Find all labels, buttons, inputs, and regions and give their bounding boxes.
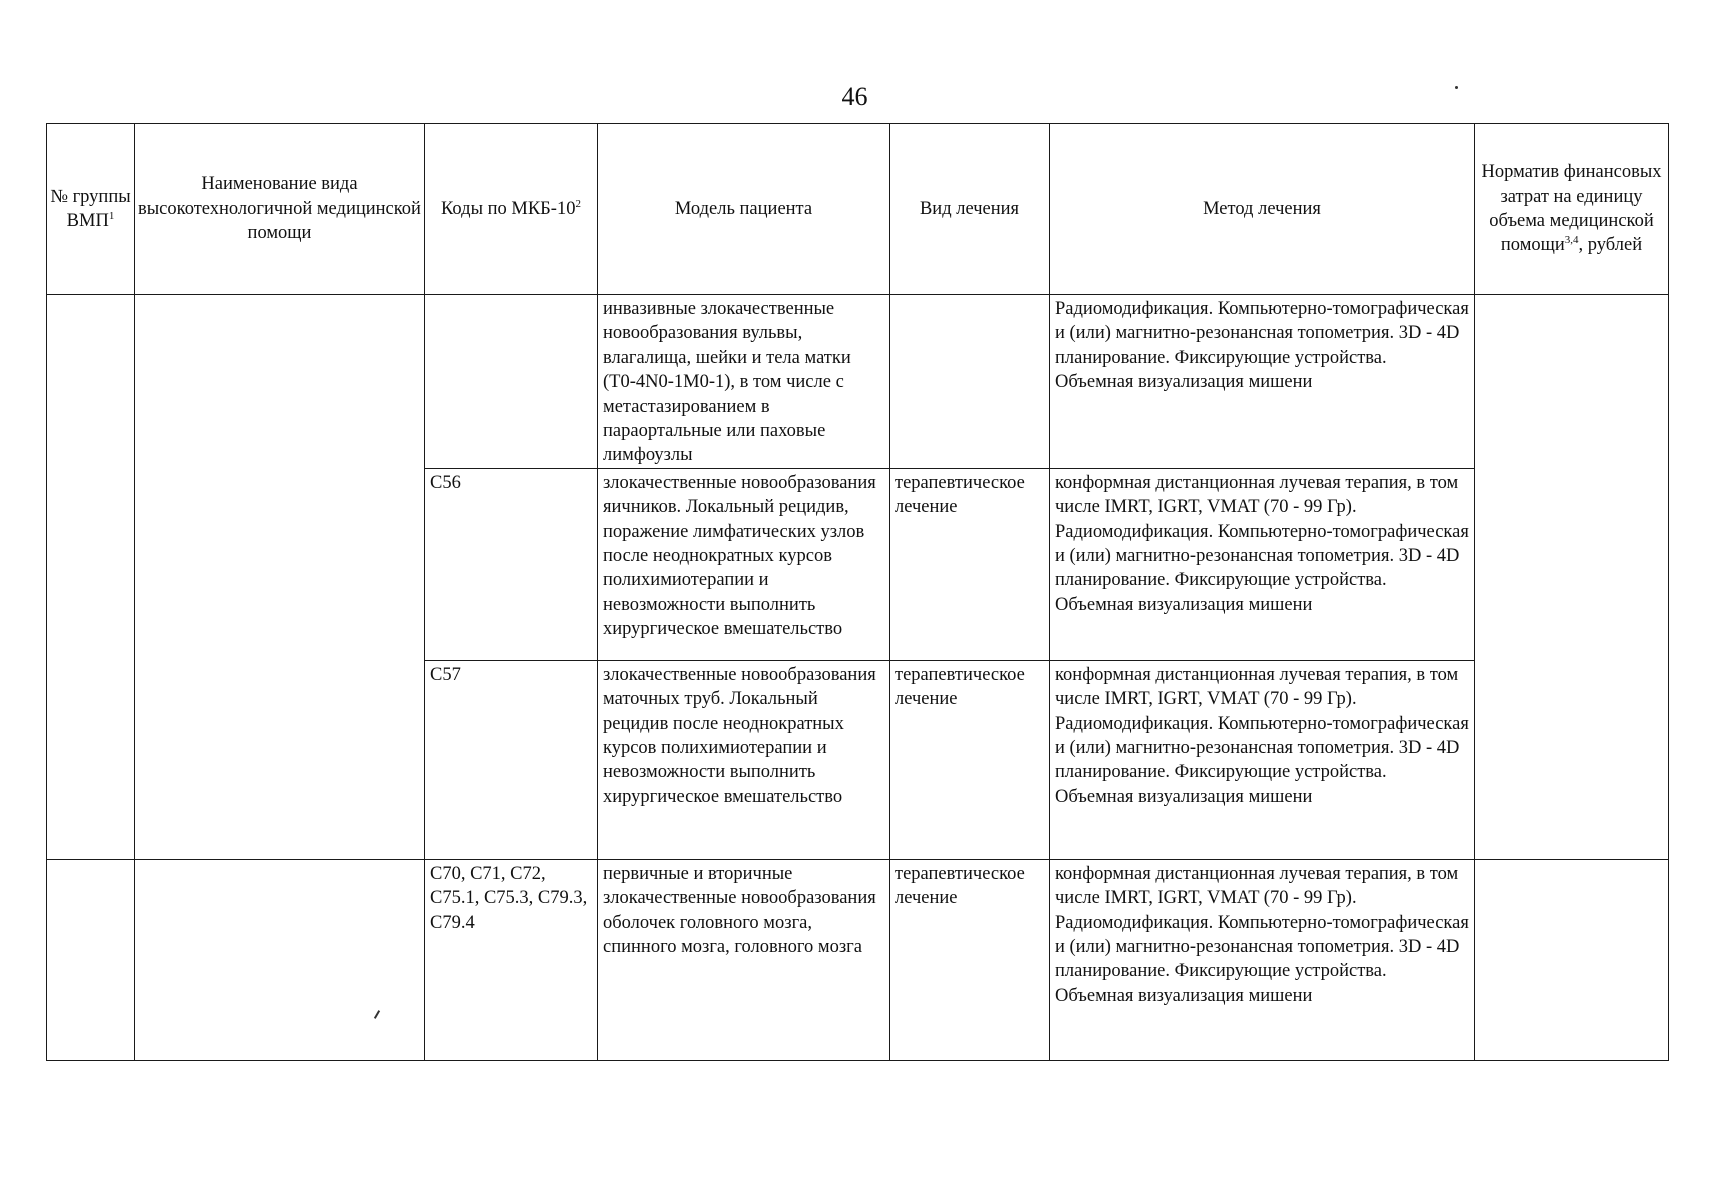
name-cell <box>135 859 425 1060</box>
group-no-cell <box>47 859 135 1060</box>
footnote-1: 1 <box>108 209 115 222</box>
header-codes-text: Коды по МКБ-10 <box>441 198 576 219</box>
header-norm-text: Норматив финансовых затрат на единицу объема медицинской помощи <box>1481 162 1662 256</box>
treatment-method-cell: конформная дистанционная лучевая терапия, в том числе IMRT, IGRT, VMAT (70 - 99 Гр). Радиомодификация. Компьютерно-томографическая и (или) магнитно-резонансная топометрия. 3D - 4D планирование. Фиксирующие устройства. Объемная визуализация мишени <box>1050 859 1475 1060</box>
patient-model-cell: злокачественные новообразования яичников. Локальный рецидив, поражение лимфатических узлов после неоднократных курсов полихимиотерапии и невозможности выполнить хирургическое вмешательство <box>598 468 890 660</box>
patient-model-cell: злокачественные новообразования маточных труб. Локальный рецидив после неоднократных курсов полихимиотерапии и невозможности выполнить хирургическое вмешательство <box>598 660 890 859</box>
norm-cell <box>1475 859 1669 1060</box>
patient-model-cell: первичные и вторичные злокачественные новообразования оболочек головного мозга, спинного мозга, головного мозга <box>598 859 890 1060</box>
codes-cell: C56 <box>425 468 598 660</box>
norm-cell <box>1475 295 1669 860</box>
treatment-type-cell <box>890 295 1050 469</box>
header-name: Наименование вида высокотехнологичной медицинской помощи <box>135 124 425 295</box>
group-no-cell <box>47 295 135 860</box>
table-row <box>47 859 1669 1060</box>
footnote-2: 2 <box>575 197 581 210</box>
header-norm <box>1475 124 1669 295</box>
header-group-no-text: № группы ВМП <box>50 186 131 231</box>
page-number: 46 <box>841 82 868 111</box>
header-codes <box>425 124 598 295</box>
header-treatment-type: Вид лечения <box>890 124 1050 295</box>
header-group-no <box>47 124 135 295</box>
vmp-table <box>46 123 1669 1061</box>
codes-cell: C57 <box>425 660 598 859</box>
treatment-type-cell: терапевтическое лечение <box>890 660 1050 859</box>
treatment-type-cell: терапевтическое лечение <box>890 468 1050 660</box>
codes-cell <box>425 295 598 469</box>
treatment-method-cell: конформная дистанционная лучевая терапия, в том числе IMRT, IGRT, VMAT (70 - 99 Гр). Радиомодификация. Компьютерно-томографическая и (или) магнитно-резонансная топометрия. 3D - 4D планирование. Фиксирующие устройства. Объемная визуализация мишени <box>1050 468 1475 660</box>
table-row <box>47 295 1669 469</box>
footnote-3-4: 3,4 <box>1564 234 1579 247</box>
treatment-method-cell: Радиомодификация. Компьютерно-томографическая и (или) магнитно-резонансная топометрия. 3D - 4D планирование. Фиксирующие устройства. Объемная визуализация мишени <box>1050 295 1475 469</box>
treatment-method-cell: конформная дистанционная лучевая терапия, в том числе IMRT, IGRT, VMAT (70 - 99 Гр). Радиомодификация. Компьютерно-томографическая и (или) магнитно-резонансная топометрия. 3D - 4D планирование. Фиксирующие устройства. Объемная визуализация мишени <box>1050 660 1475 859</box>
name-cell <box>135 295 425 860</box>
header-patient-model: Модель пациента <box>598 124 890 295</box>
scan-dot <box>1455 86 1458 89</box>
header-treatment-method: Метод лечения <box>1050 124 1475 295</box>
patient-model-cell: инвазивные злокачественные новообразования вульвы, влагалища, шейки и тела матки (T0-4N0-1M0-1), в том числе с метастазированием в параортальные или паховые лимфоузлы <box>598 295 890 469</box>
header-norm-suffix: , рублей <box>1578 235 1643 256</box>
treatment-type-cell: терапевтическое лечение <box>890 859 1050 1060</box>
codes-cell: C70, C71, C72, C75.1, C75.3, C79.3, C79.4 <box>425 859 598 1060</box>
table-header-row <box>47 124 1669 295</box>
